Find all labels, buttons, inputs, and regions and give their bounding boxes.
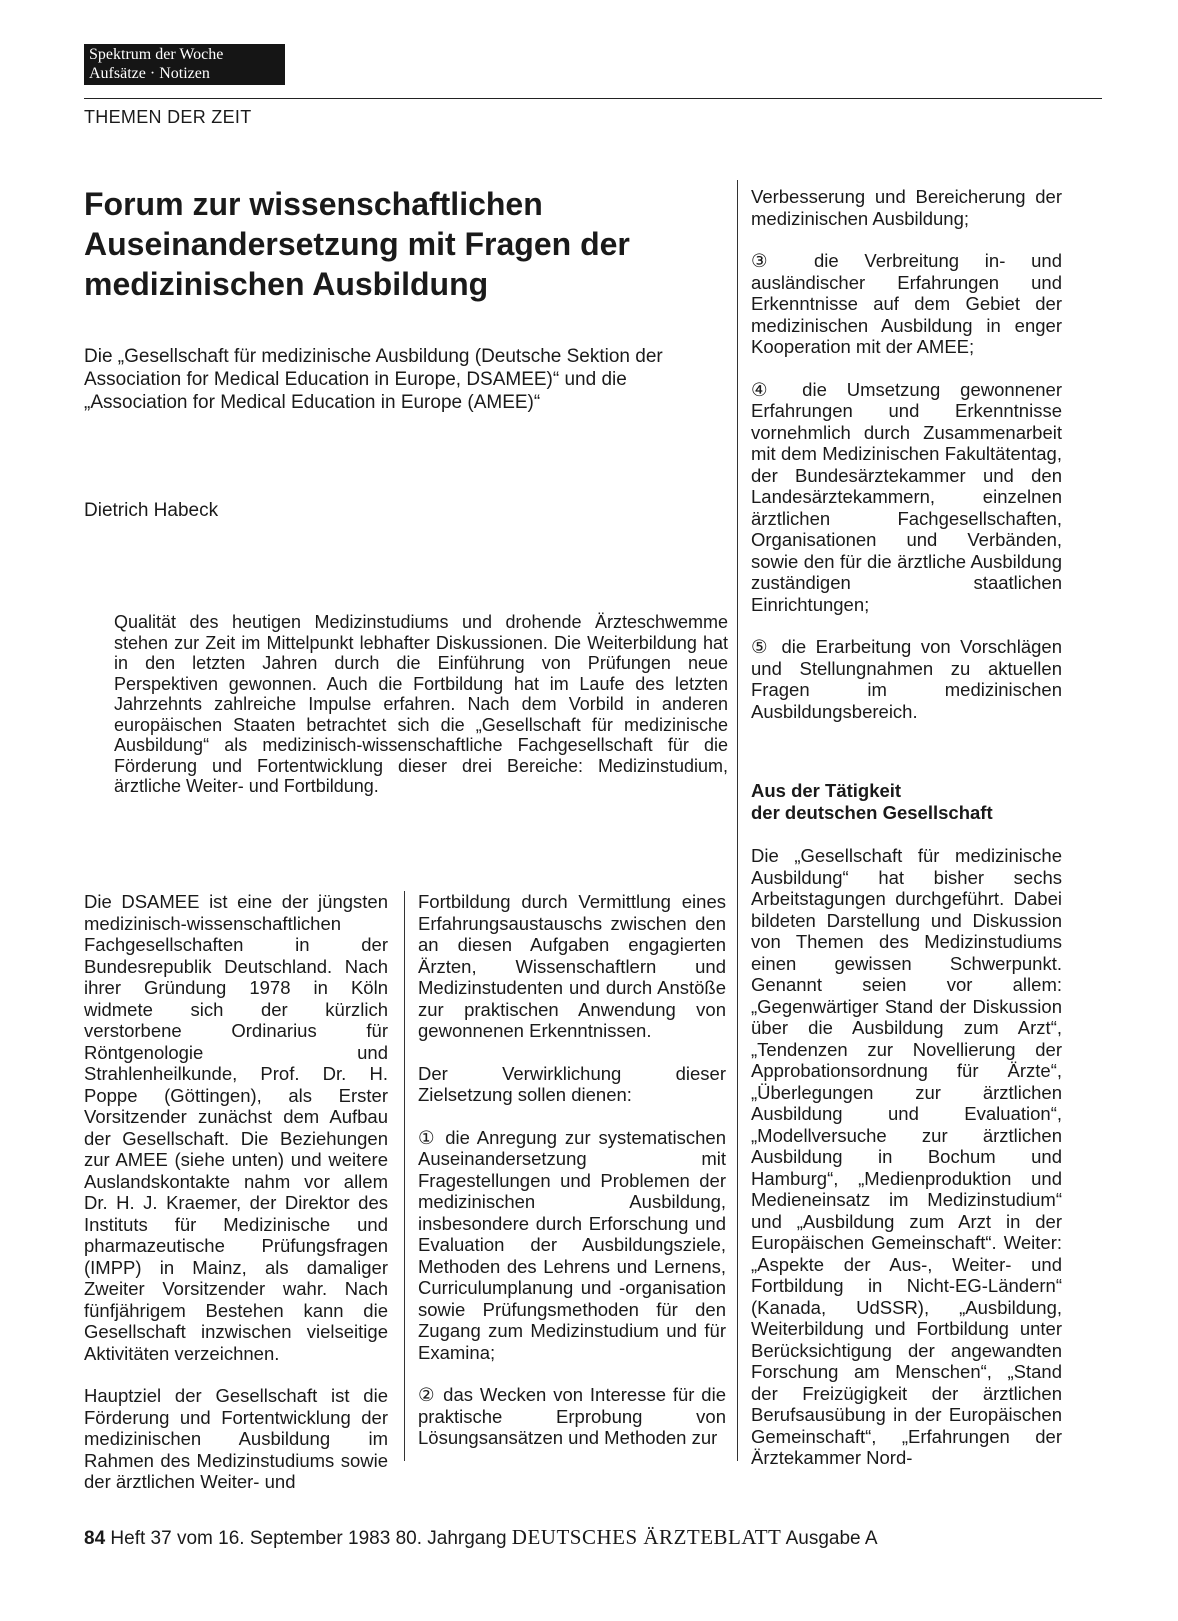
section-label-box — [84, 44, 285, 85]
list-item: ④ die Umsetzung gewonnener Erfahrungen und Erkenntnisse vornehmlich durch Zusammenarbeit mit dem Medizinischen Fakultätentag, der Bundesärztekammer und den Landesärztekammern, einzelnen ärztlichen Fachgesellschaften, Organisationen und Verbänden, sowie den für die ärztliche Ausbildung zuständigen staatlichen Einrichtungen; — [751, 378, 1062, 615]
journal-name: DEUTSCHES ÄRZTEBLATT — [511, 1525, 782, 1549]
column-divider-1 — [404, 891, 405, 1461]
column-1 — [84, 891, 388, 1514]
list-item: ② das Wecken von Interesse für die praktische Erprobung von Lösungsansätzen und Methoden zur — [418, 1384, 726, 1448]
section-label-line2: Aufsätze · Notizen — [89, 65, 210, 82]
paragraph: Verbesserung und Bereicherung der medizinischen Ausbildung; — [751, 186, 1062, 229]
page-number: 84 — [84, 1528, 106, 1549]
article-subtitle: Die „Gesellschaft für medizinische Ausbildung (Deutsche Sektion der Association for Medical Education in Europe, DSAMEE)“ und die „Association for Medical Education in Europe (AMEE)“ — [84, 346, 663, 413]
subheading-line2: der deutschen Gesellschaft — [751, 801, 993, 823]
paragraph: Hauptziel der Gesellschaft ist die Förderung und Fortentwicklung der medizinischen Ausbildung im Rahmen des Medizinstudiums sowie der ärztlichen Weiter- und — [84, 1385, 388, 1492]
article-title: Forum zur wissenschaftlichen Auseinandersetzung mit Fragen der medizinischen Ausbildung — [84, 186, 630, 302]
column-3 — [751, 186, 1062, 1490]
paragraph: Der Verwirklichung dieser Zielsetzung sollen dienen: — [418, 1062, 726, 1105]
paragraph: Die DSAMEE ist eine der jüngsten medizinisch-wissenschaftlichen Fachgesellschaften in der Bundesrepublik Deutschland. Nach ihrer Gründung 1978 in Köln widmete sich der kürzlich verstorbene Ordinarius für Röntgenologie und Strahlenheilkunde, Prof. Dr. H. Poppe (Göttingen), als Erster Vorsitzender zunächst dem Aufbau der Gesellschaft. Die Beziehungen zur AMEE (siehe unten) und weitere Auslandskontakte nahm vor allem Dr. H. J. Kraemer, der Direktor des Instituts für Medizinische und pharmazeutische Prüfungsfragen (IMPP) in Mainz, als damaliger Zweiter Vorsitzender wahr. Nach fünfjährigem Bestehen kann die Gesellschaft inzwischen vielseitige Aktivitäten verzeichnen. — [84, 891, 388, 1364]
section-subheading — [751, 780, 1062, 823]
subheading-line1: Aus der Tätigkeit — [751, 780, 902, 801]
column-divider-2 — [737, 180, 738, 1461]
list-item: ⑤ die Erarbeitung von Vorschlägen und Stellungnahmen zu aktuellen Fragen im medizinischen Ausbildungsbereich. — [751, 636, 1062, 722]
list-item: ① die Anregung zur systematischen Auseinandersetzung mit Fragestellungen und Problemen der medizinischen Ausbildung, insbesondere durch Erforschung und Evaluation der Ausbildungsziele, Methoden des Lehrens und Lernens, Curriculumplanung und -organisation sowie Prüfungsmethoden für den Zugang zum Medizinstudium und für Examina; — [418, 1126, 726, 1363]
list-item: ③ die Verbreitung in- und ausländischer Erfahrungen und Erkenntnisse auf dem Gebiet der medizinischen Ausbildung in enger Kooperation mit der AMEE; — [751, 250, 1062, 357]
paragraph: Fortbildung durch Vermittlung eines Erfahrungsaustauschs zwischen den an diesen Aufgaben engagierten Ärzten, Wissenschaftlern und Medizinstudenten und durch Anstöße zur praktischen Anwendung von gewonnenen Erkenntnissen. — [418, 891, 726, 1041]
column-2 — [418, 891, 726, 1470]
issue-info: Heft 37 vom 16. September 1983 80. Jahrgang — [110, 1528, 507, 1549]
section-label-line1: Spektrum der Woche — [89, 46, 224, 63]
header-rule — [84, 98, 1102, 99]
edition-label: Ausgabe A — [785, 1528, 878, 1549]
paragraph: Die „Gesellschaft für medizinische Ausbildung“ hat bisher sechs Arbeitstagungen durchgeführt. Dabei bildeten Darstellung und Diskussion von Themen des Medizinstudiums einen gewissen Schwerpunkt. Genannt seien vor allem: „Gegenwärtiger Stand der Diskussion über die Ausbildung zum Arzt“, „Tendenzen zur Novellierung der Approbationsordnung für Ärzte“, „Überlegungen zur ärztlichen Ausbildung und Evaluation“, „Modellversuche zur ärztlichen Ausbildung in Bochum und Hamburg“, „Medienproduktion und Medieneinsatz im Medizinstudium“ und „Ausbildung zum Arzt in der Europäischen Gemeinschaft“. Weiter: „Aspekte der Aus-, Weiter- und Fortbildung in Nicht-EG-Ländern“ (Kanada, UdSSR), „Ausbildung, Weiterbildung und Fortbildung unter Berücksichtigung der angewandten Forschung am Menschen“, „Stand der Freizügigkeit der ärztlichen Berufsausübung in der Europäischen Gemeinschaft“, „Erfahrungen der Ärztekammer Nord- — [751, 845, 1062, 1468]
article-lead: Qualität des heutigen Medizinstudiums und drohende Ärzteschwemme stehen zur Zeit im Mittelpunkt lebhafter Diskussionen. Die Weiterbildung hat in den letzten Jahren durch die Einführung von Prüfungen neue Perspektiven gewonnen. Auch die Fortbildung hat im Laufe des letzten Jahrzehnts zahlreiche Impulse erfahren. Nach dem Vorbild in anderen europäischen Staaten betrachtet sich die „Gesellschaft für medizinische Ausbildung“ als medizinisch-wissenschaftliche Fachgesellschaft für die Förderung und Fortentwicklung dieser drei Bereiche: Medizinstudium, ärztliche Weiter- und Fortbildung. — [114, 612, 728, 796]
article-author: Dietrich Habeck — [84, 500, 219, 521]
page-footer — [84, 1525, 878, 1550]
section-kicker: THEMEN DER ZEIT — [84, 107, 252, 127]
